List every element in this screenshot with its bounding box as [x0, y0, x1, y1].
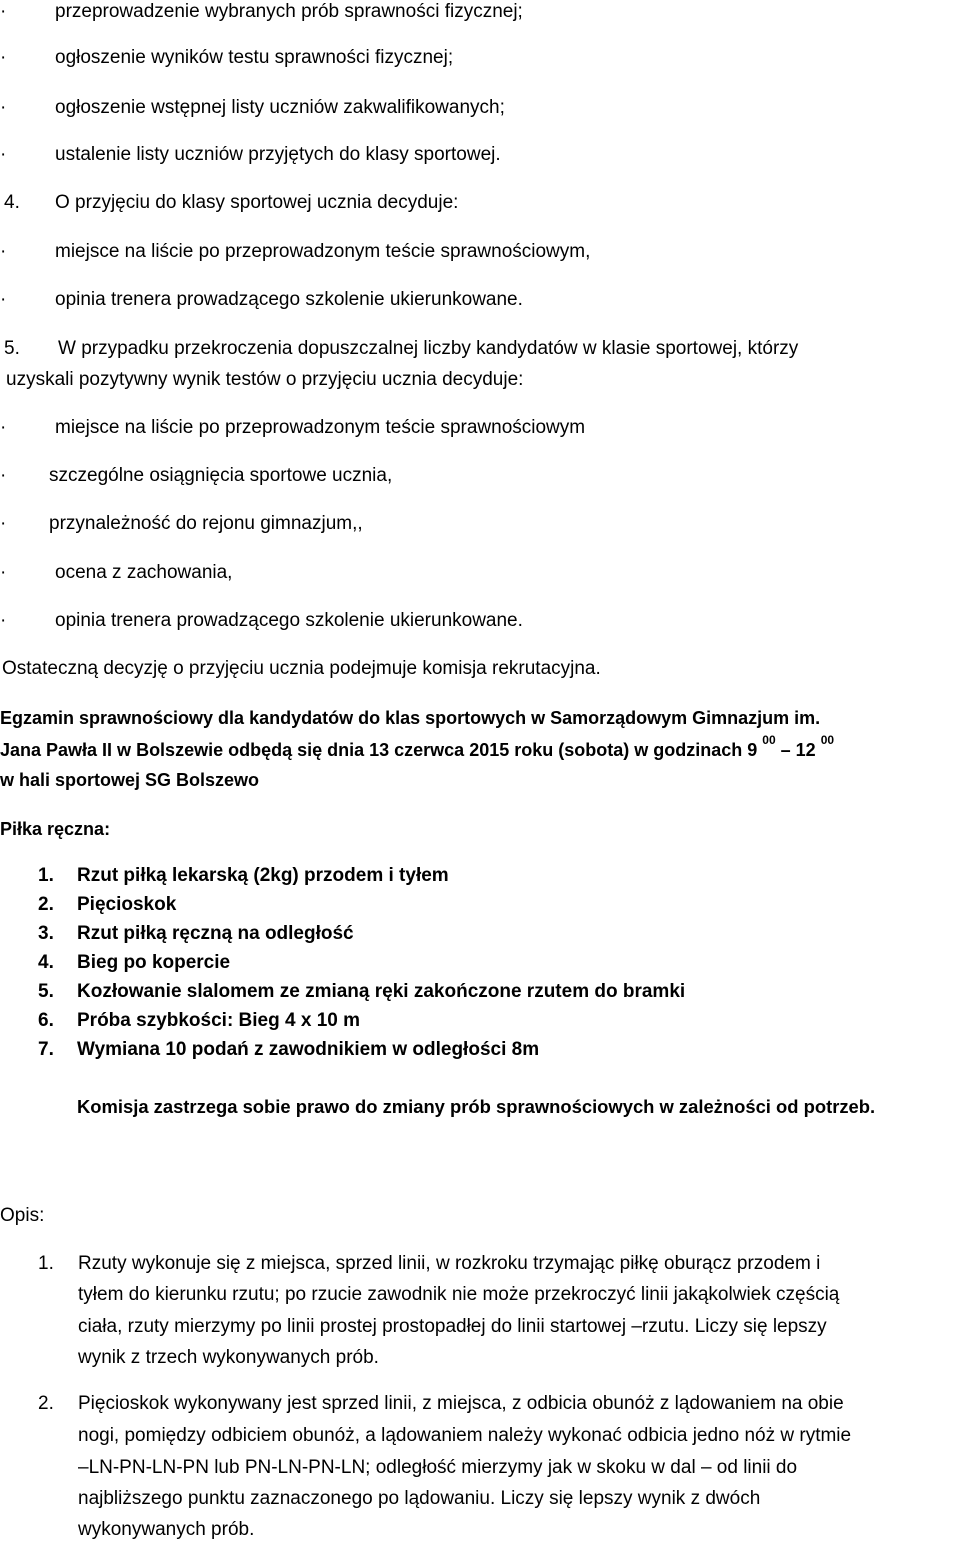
bullet: ·	[0, 1, 7, 22]
bullet: ·	[0, 47, 7, 68]
time-start-minutes: 00	[762, 733, 776, 747]
commission-reserve-note: Komisja zastrzega sobie prawo do zmiany prób sprawnościowych w zależności od potrzeb.	[77, 1096, 876, 1117]
description-line: Pięcioskok wykonywany jest sprzed linii, z miejsca, z odbicia obunóż z lądowaniem na obie	[78, 1393, 844, 1414]
test-item: Kozłowanie slalomem ze zmianą ręki zakończone rzutem do bramki	[77, 981, 686, 1002]
description-line: najbliższego punktu zaznaczonego po lądowaniu. Liczy się lepszy wynik z dwóch	[78, 1488, 761, 1509]
test-number: 7.	[38, 1039, 54, 1060]
test-number: 2.	[38, 894, 54, 915]
bullet: ·	[0, 417, 7, 438]
description-line: Rzuty wykonuje się z miejsca, sprzed linii, w rozkroku trzymając piłkę oburącz przodem i	[78, 1253, 821, 1274]
exam-line-1: Egzamin sprawnościowy dla kandydatów do klas sportowych w Samorządowym Gimnazjum im.	[0, 708, 821, 728]
point-5-text-cont: uzyskali pozytywny wynik testów o przyjęciu ucznia decyduje:	[6, 369, 524, 390]
description-line: wynik z trzech wykonywanych prób.	[78, 1347, 379, 1368]
list-item: ocena z zachowania,	[55, 562, 233, 583]
description-line: –LN-PN-LN-PN lub PN-LN-PN-LN; odległość mierzymy jak w skoku w dal – od linii do	[78, 1457, 798, 1478]
description-number: 2.	[38, 1393, 54, 1414]
test-number: 4.	[38, 952, 54, 973]
list-item: opinia trenera prowadzącego szkolenie ukierunkowane.	[55, 610, 523, 631]
test-item: Rzut piłką ręczną na odległość	[77, 923, 354, 944]
bullet: ·	[0, 610, 7, 631]
test-number: 5.	[38, 981, 54, 1002]
test-number: 1.	[38, 865, 54, 886]
handball-heading: Piłka ręczna:	[0, 819, 111, 839]
description-heading: Opis:	[0, 1205, 45, 1226]
description-line: ciała, rzuty mierzymy po linii prostej prostopadłej do linii startowej –rzutu. Liczy się lepszy	[78, 1316, 827, 1337]
point-4-number: 4.	[4, 192, 20, 213]
test-number: 6.	[38, 1010, 54, 1031]
description-line: nogi, pomiędzy odbiciem obunóż, a lądowaniem należy wykonać odbicia jedno nóż w rytmie	[78, 1425, 852, 1446]
list-item: opinia trenera prowadzącego szkolenie ukierunkowane.	[55, 289, 523, 310]
bullet: ·	[0, 289, 7, 310]
point-5-number: 5.	[4, 338, 20, 359]
point-4-text: O przyjęciu do klasy sportowej ucznia decyduje:	[55, 192, 459, 213]
list-item: przeprowadzenie wybranych prób sprawności fizycznej;	[55, 1, 523, 22]
test-item: Rzut piłką lekarską (2kg) przodem i tyłem	[77, 865, 449, 886]
test-item: Bieg po kopercie	[77, 952, 231, 973]
bullet: ·	[0, 562, 7, 583]
bullet: ·	[0, 465, 7, 486]
bullet: ·	[0, 241, 7, 262]
list-item: miejsce na liście po przeprowadzonym teście sprawnościowym	[55, 417, 586, 438]
exam-line-2: Jana Pawła II w Bolszewie odbędą się dnia 13 czerwca 2015 roku (sobota) w godzinach 9 $^{00}$ – 12 $^{00}$	[0, 733, 835, 760]
bullet: ·	[0, 97, 7, 118]
list-item: ustalenie listy uczniów przyjętych do klasy sportowej.	[55, 144, 501, 165]
test-item: Pięcioskok	[77, 894, 177, 915]
final-decision: Ostateczną decyzję o przyjęciu ucznia podejmuje komisja rekrutacyjna.	[2, 658, 601, 679]
test-item: Próba szybkości: Bieg 4 x 10 m	[77, 1010, 361, 1031]
time-end-minutes: 00	[820, 733, 835, 747]
list-item: przynależność do rejonu gimnazjum,,	[49, 513, 363, 534]
list-item: szczególne osiągnięcia sportowe ucznia,	[49, 465, 393, 486]
description-line: tyłem do kierunku rzutu; po rzucie zawodnik nie może przekroczyć linii jakąkolwiek częścią	[78, 1284, 840, 1305]
bullet: ·	[0, 513, 7, 534]
list-item: miejsce na liście po przeprowadzonym teście sprawnościowym,	[55, 241, 591, 262]
bullet: ·	[0, 144, 7, 165]
exam-line-3: w hali sportowej SG Bolszewo	[0, 770, 260, 790]
list-item: ogłoszenie wstępnej listy uczniów zakwalifikowanych;	[55, 97, 505, 118]
test-item: Wymiana 10 podań z zawodnikiem w odległości 8m	[77, 1039, 540, 1060]
description-line: wykonywanych prób.	[78, 1519, 255, 1540]
point-5-text: W przypadku przekroczenia dopuszczalnej liczby kandydatów w klasie sportowej, którzy	[58, 338, 799, 359]
description-number: 1.	[38, 1253, 54, 1274]
test-number: 3.	[38, 923, 54, 944]
list-item: ogłoszenie wyników testu sprawności fizycznej;	[55, 47, 454, 68]
